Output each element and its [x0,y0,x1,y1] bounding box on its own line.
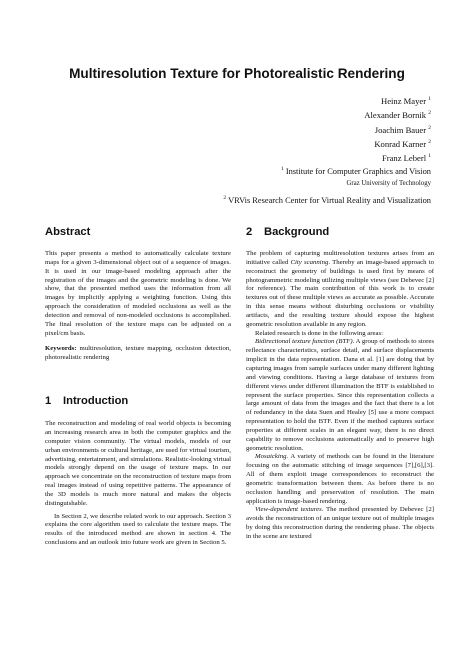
author: Franz Leberl $^1$ [381,152,431,163]
author-list [364,93,431,164]
author: Heinz Mayer $^1$ [380,95,431,106]
affiliation-2: $^2$ VRVis Research Center for Virtual Reality and Visualization [223,195,431,205]
background-heading: 2 Background [246,226,330,238]
background-paragraph-1: The problem of capturing multiresolution textures arises from an initiative called City scanning. Thereby an image-based approach to reconstruct the geometry of buildings is used first by means of photogrammetric modeling utilizing multiple views (see Debevec [2] for reference). The main contribution of this work is to create textures out of these multiple views as accurate as possible. Accurate in this sense means without disturbing occlusions or visibility artifacts, and the resulting texture should expose the highest geometric resolution available in any region. [246,250,434,328]
keywords: Keywords: multiresolution, texture mapping, occlusion detection, photorealistic rendering [45,345,231,362]
right-column [246,225,434,542]
left-column [45,225,231,548]
author: Konrad Karner $^2$ [374,138,431,149]
university: Graz University of Technology [346,179,431,187]
author: Joachim Bauer $^2$ [374,124,431,135]
intro-paragraph-1: The reconstruction and modeling of real world objects is becoming an increasing research area in both the computer graphics and the computer vision community. The virtual models, models of our urban environments or cultural heritage, are used for virtual tourism, advertising, entertainment, and simulations. Realistic-looking virtual models strongly depend on the usage of texture maps. In our approach we concentrate on the reconstruction of texture maps from real images instead of using repetitive patterns. The appearance of the 3D models is much more natural and makes the objects distinguishable. [45,420,231,507]
abstract-heading: Abstract [45,226,91,238]
abstract-text: This paper presents a method to automatically calculate texture maps for a given 3-dimensional object out of a sequence of images. It is used in our image-based modeling approach after the registration of the images and the geometric modeling is done. We show, that the presented method uses the information from all images by implicitly applying a weighting function. Using this approach the consideration of modeled occlusions as well as the detection and removal of non-modeled occlusions is accomplished. The final resolution of the texture maps can be adjusted on a pixel/cm basis. [45,250,231,337]
intro-paragraph-2: In Section 2, we describe related work to our approach. Section 3 explains the core algorithm used to calculate the texture maps. The results of the introduced method are shown in section 4. The conclusions and an outlook into future work are given in Section 5. [45,512,231,547]
mosaicking-paragraph: Mosaicking. A variety of methods can be found in the literature focusing on the automatic stitching of image sequences [7],[6],[3]. All of them exploit image correspondences to reconstruct the geometric transformation between them. As before there is no occlusion handling and preservation of resolution. The main application is image-based rendering. [246,453,434,505]
introduction-heading: 1 Introduction [45,395,129,408]
view-dependent-paragraph: View-dependent textures. The method presented by Debevec [2] avoids the reconstruction of an unique texture out of multiple images by doing this reconstruction during the rendering phase. The objects in the scene are textured [246,506,434,540]
paper-title: Multiresolution Texture for Photorealistic Rendering [69,66,405,81]
btf-paragraph: Bidirectional texture function (BTF). A group of methods to stores reflectance characteristics, surface detail, and surface displacements implicit in the data representation. Dana et al. [1] are doing that by capturing images from sample surfaces under many different lighting and viewing conditions. Having a large database of textures from different views under different illumination the BTF is established to represent the surface properties. Since this representation collects a large amount of data from the images and the fact that there is a lot of redundancy in the data Suen and Healey [5] use a more compact representation to hold the BTF. Even if the method captures surface properties at different scales in an elegant way, there is no direct capability to remove occlusions automatically and to preserve high geometric resolution. [246,338,435,452]
author: Alexander Bornik $^2$ [364,110,431,121]
affiliation-1: $^1$ Institute for Computer Graphics and Vision Graz University of Technology [281,163,431,190]
background-paragraph-2: Related research is done in the following areas: [255,329,384,337]
